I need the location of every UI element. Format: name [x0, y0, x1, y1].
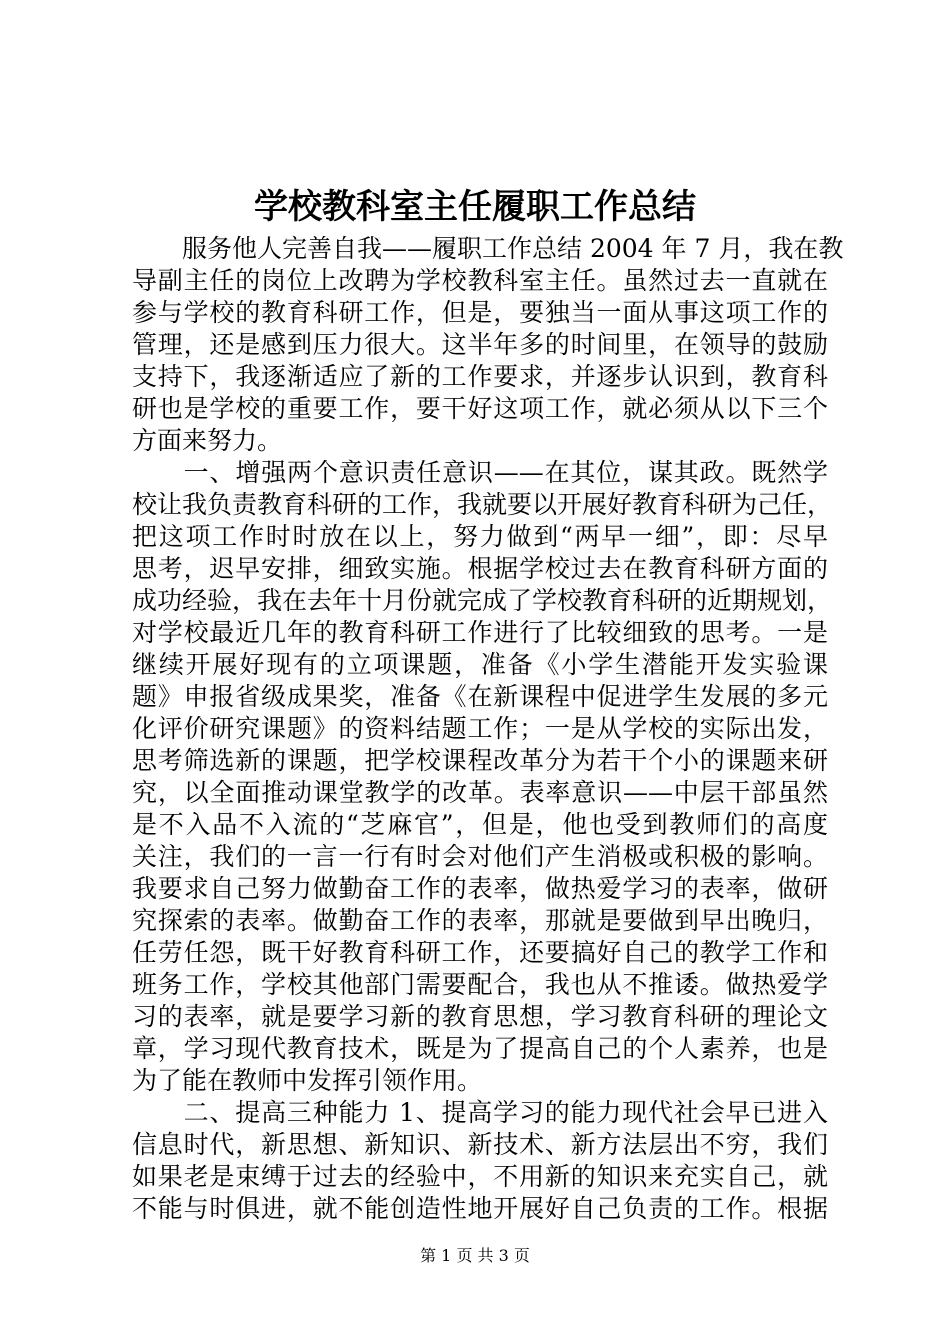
body-line: 习的表率，就是要学习新的教育思想，学习教育科研的理论文 [132, 1002, 828, 1031]
body-line: 导副主任的岗位上改聘为学校教科室主任。虽然过去一直就在 [132, 266, 828, 295]
body-line: 二、提高三种能力 1、提高学习的能力现代社会早已进入 [132, 1098, 828, 1127]
body-line: 如果老是束缚于过去的经验中，不用新的知识来充实自己，就 [132, 1162, 828, 1191]
body-line: 究探索的表率。做勤奋工作的表率，那就是要做到早出晚归， [132, 906, 828, 935]
body-line: 化评价研究课题》的资料结题工作；一是从学校的实际出发， [132, 714, 828, 743]
body-line: 思考，迟早安排，细致实施。根据学校过去在教育科研方面的 [132, 554, 828, 583]
body-line: 管理，还是感到压力很大。这半年多的时间里，在领导的鼓励 [132, 330, 828, 359]
body-line: 关注，我们的一言一行有时会对他们产生消极或积极的影响。 [132, 842, 828, 871]
body-line: 为了能在教师中发挥引领作用。 [132, 1066, 483, 1095]
body-line: 题》申报省级成果奖，准备《在新课程中促进学生发展的多元 [132, 682, 828, 711]
body-line: 校让我负责教育科研的工作，我就要以开展好教育科研为己任， [132, 490, 833, 519]
body-line: 方面来努力。 [132, 426, 283, 455]
body-line: 班务工作，学校其他部门需要配合，我也从不推诿。做热爱学 [132, 970, 828, 999]
body-line: 支持下，我逐渐适应了新的工作要求，并逐步认识到，教育科 [132, 362, 828, 391]
body-line: 思考筛选新的课题，把学校课程改革分为若干个小的课题来研 [132, 746, 828, 775]
body-line: 是不入品不入流的“芝麻官”，但是，他也受到教师们的高度 [132, 810, 828, 839]
body-line: 信息时代，新思想、新知识、新技术、新方法层出不穷，我们 [132, 1130, 828, 1159]
body-line: 继续开展好现有的立项课题，准备《小学生潜能开发实验课 [132, 650, 828, 679]
document-body [132, 233, 844, 1225]
body-line: 对学校最近几年的教育科研工作进行了比较细致的思考。一是 [132, 618, 828, 647]
document-title: 学校教科室主任履职工作总结 [254, 187, 696, 227]
body-line: 研也是学校的重要工作，要干好这项工作，就必须从以下三个 [132, 394, 828, 423]
page-footer: 第 1 页 共 3 页 [420, 1246, 530, 1265]
body-line: 服务他人完善自我——履职工作总结 2004 年 7 月，我在教 [132, 234, 844, 263]
body-line: 成功经验，我在去年十月份就完成了学校教育科研的近期规划， [132, 586, 833, 615]
body-line: 章，学习现代教育技术，既是为了提高自己的个人素养，也是 [132, 1034, 828, 1063]
body-line: 我要求自己努力做勤奋工作的表率，做热爱学习的表率，做研 [132, 874, 828, 903]
body-line: 一、增强两个意识责任意识——在其位，谋其政。既然学 [132, 458, 828, 487]
body-line: 不能与时俱进，就不能创造性地开展好自己负责的工作。根据 [132, 1194, 828, 1223]
body-line: 把这项工作时时放在以上，努力做到“两早一细”，即：尽早 [132, 522, 828, 551]
body-line: 任劳任怨，既干好教育科研工作，还要搞好自己的教学工作和 [132, 938, 828, 967]
body-line: 参与学校的教育科研工作，但是，要独当一面从事这项工作的 [132, 298, 828, 327]
body-line: 究，以全面推动课堂教学的改革。表率意识——中层干部虽然 [132, 778, 828, 807]
